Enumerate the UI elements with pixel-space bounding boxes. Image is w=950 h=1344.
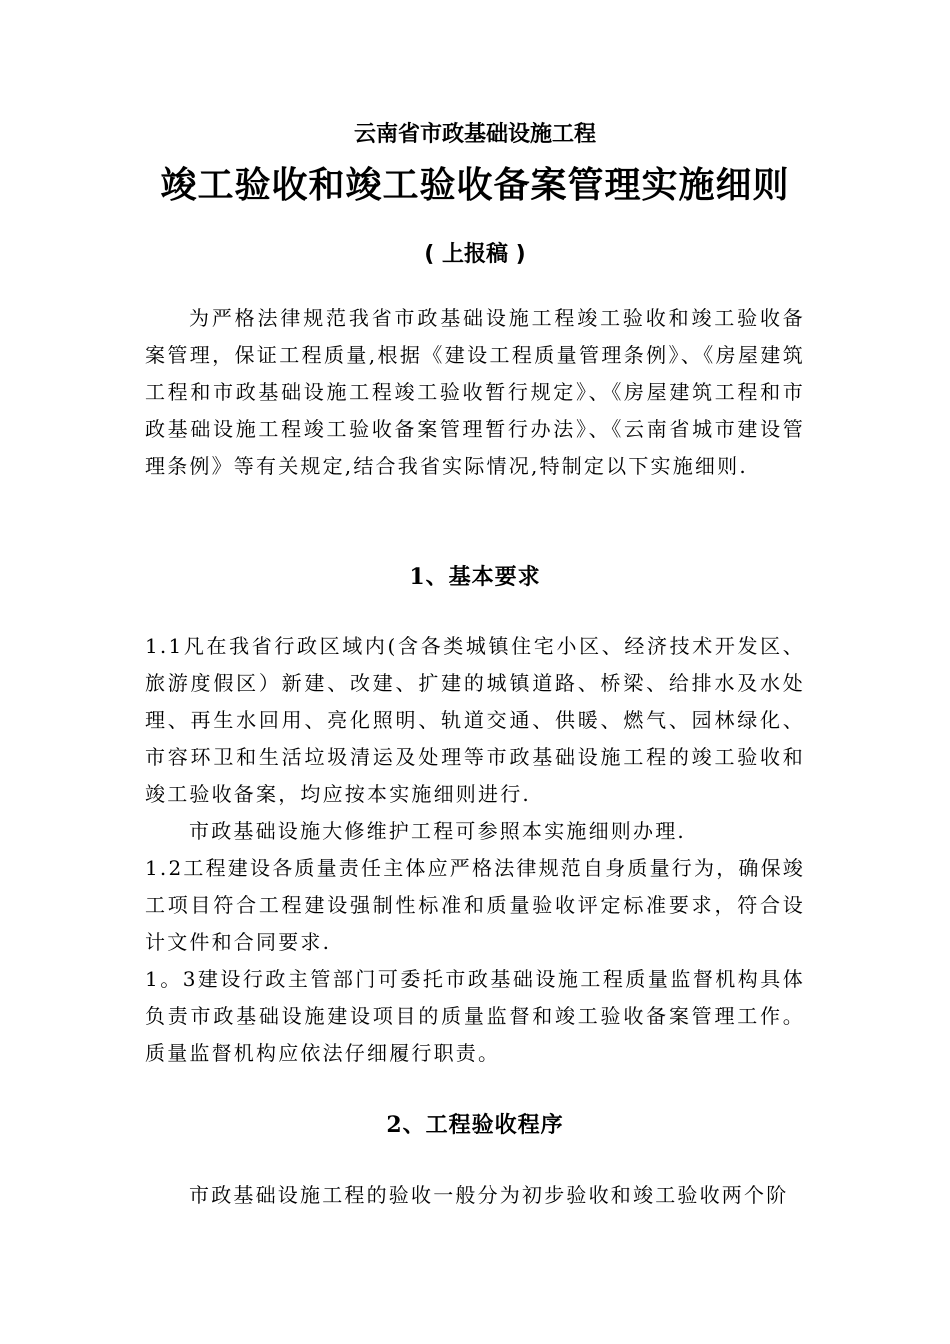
document-title-line1: 云南省市政基础设施工程	[353, 122, 596, 147]
paragraph-1-1-note: 市政基础设施大修维护工程可参照本实施细则办理.	[189, 819, 686, 843]
paragraph-1-1: 1.1凡在我省行政区域内(含各类城镇住宅小区、经济技术开发区、旅游度假区）新建、改建、扩建的城镇道路、桥梁、给排水及水处理、再生水回用、亮化照明、轨道交通、供暖、燃气、园林绿化、市容环卫和生活垃圾清运及处理等市政基础设施工程的竣工验收和竣工验收备案，均应按本实施细则进行.	[145, 634, 805, 806]
paragraph-1-3: 1。3建设行政主管部门可委托市政基础设施工程质量监督机构具体负责市政基础设施建设项目的质量监督和竣工验收备案管理工作。质量监督机构应依法仔细履行职责。	[145, 967, 805, 1065]
section-2-intro: 市政基础设施工程的验收一般分为初步验收和竣工验收两个阶	[189, 1183, 789, 1207]
document-subtitle: ( 上报稿 )	[424, 242, 526, 267]
section-2-heading: 2、工程验收程序	[386, 1112, 564, 1138]
section-1-heading: 1、基本要求	[409, 564, 541, 590]
paragraph-1-2: 1.2工程建设各质量责任主体应严格法律规范自身质量行为，确保竣工项目符合工程建设强制性标准和质量验收评定标准要求，符合设计文件和合同要求.	[145, 856, 806, 954]
preamble-paragraph: 为严格法律规范我省市政基础设施工程竣工验收和竣工验收备案管理，保证工程质量,根据《建设工程质量管理条例》、《房屋建筑工程和市政基础设施工程竣工验收暂行规定》、《房屋建筑工程和市政基础设施工程竣工验收备案管理暂行办法》、《云南省城市建设管理条例》等有关规定,结合我省实际情况,特制定以下实施细则.	[145, 306, 805, 478]
document-title-line2: 竣工验收和竣工验收备案管理实施细则	[160, 165, 790, 206]
